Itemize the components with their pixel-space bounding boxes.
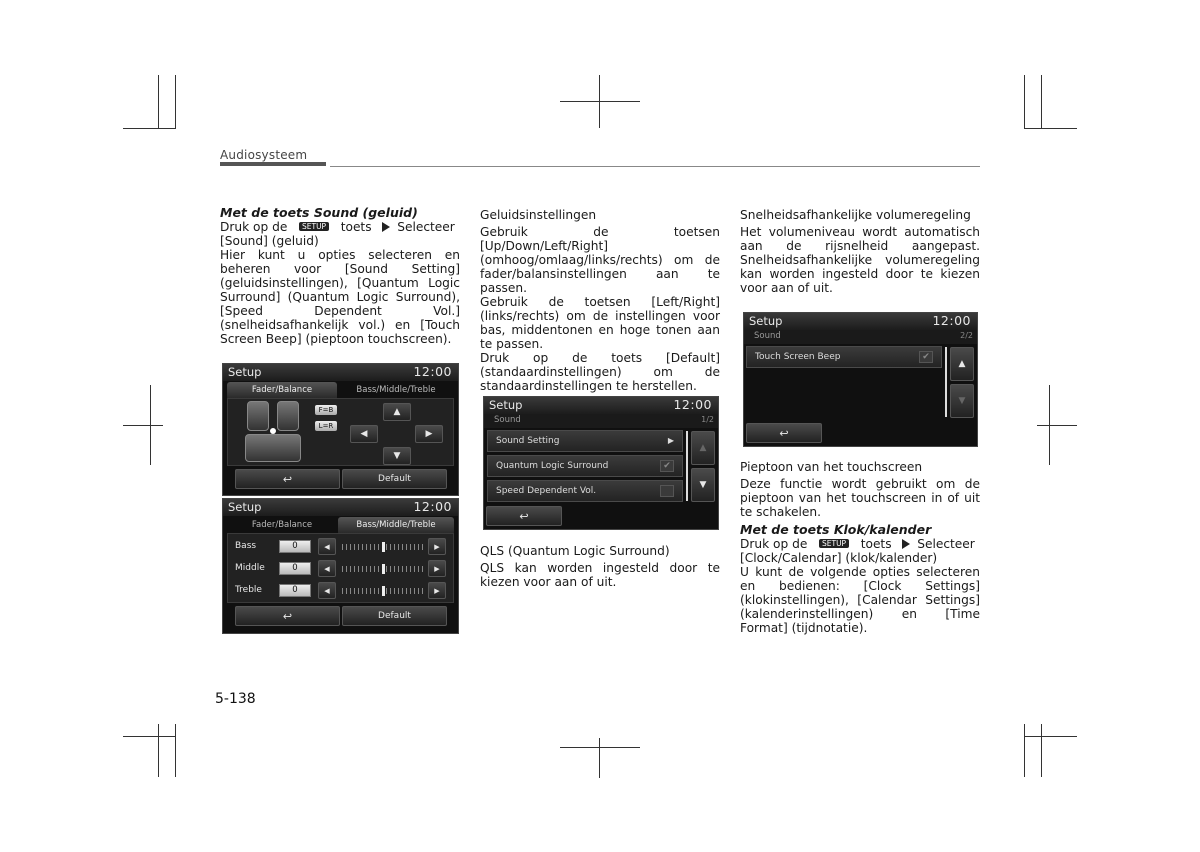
page-indicator: 2/2 (960, 331, 973, 340)
checkbox-icon[interactable] (660, 485, 674, 497)
screen-subtitle: Sound (494, 415, 521, 425)
heading-qls: QLS (Quantum Logic Surround) (480, 544, 670, 558)
arrow-right-icon (382, 222, 390, 232)
increase-button[interactable]: ▶ (428, 538, 446, 555)
seat-front-left (247, 401, 269, 431)
screen-subtitle: Sound (754, 331, 781, 341)
decrease-button[interactable]: ◀ (318, 582, 336, 599)
instruction-sound: Druk op de SETUP toets Selecteer [Sound] (geluid) (220, 220, 455, 248)
column-1 (220, 206, 460, 346)
decrease-button[interactable]: ◀ (318, 560, 336, 577)
decrease-button[interactable]: ◀ (318, 538, 336, 555)
eq-slider-knob[interactable] (382, 542, 385, 552)
paragraph-speed-volume: Het volumeniveau wordt automatisch aan de rijsnelheid aangepast. Snelheidsafhankelijke volumeregeling kan worden ingesteld door te kiezen voor aan of uit. (740, 225, 980, 295)
eq-label: Middle (235, 563, 265, 573)
screen-subtitle-bar (744, 330, 977, 344)
list-item-qls[interactable]: Quantum Logic Surround ✔ (487, 455, 683, 477)
instruction-clock: Druk op de SETUP toets Selecteer [Clock/Calendar] (klok/kalender) (740, 537, 975, 565)
default-button[interactable]: Default (342, 606, 447, 626)
paragraph-default: Druk op de toets [Default] (standaardinstellingen) om de standaardinstellingen te herstellen. (480, 351, 720, 393)
scroll-down-button[interactable]: ▼ (950, 384, 974, 418)
down-button[interactable]: ▼ (383, 447, 411, 465)
header-rule (330, 166, 980, 167)
default-button[interactable]: Default (342, 469, 447, 489)
increase-button[interactable]: ▶ (428, 560, 446, 577)
paragraph-qls: QLS kan worden ingesteld door te kiezen voor aan of uit. (480, 561, 720, 589)
scroll-up-button[interactable]: ▲ (950, 347, 974, 381)
heading-sound: Met de toets Sound (geluid) (220, 205, 418, 220)
column-3-bottom (740, 460, 980, 635)
screen-title-bar (223, 364, 458, 381)
page-indicator: 1/2 (701, 415, 714, 424)
screen-subtitle-bar (484, 414, 718, 428)
seat-rear (245, 434, 301, 462)
tab-bass-middle-treble[interactable]: Bass/Middle/Treble (338, 517, 454, 533)
header-bar (220, 162, 326, 166)
scrollbar[interactable] (686, 431, 688, 501)
paragraph-sound-options: Hier kunt u opties selecteren en beheren voor [Sound Setting] (geluidsinstellingen), [Quantum Logic Surround] (Quantum Logic Surround), [Speed Dependent Vol.] (snelheidsafhankelijk vol.) en [Touch Screen Beep] (pieptoon touchscreen). (220, 248, 460, 346)
list-item-sound-setting[interactable]: Sound Setting ▶ (487, 430, 683, 452)
heading-geluidsinstellingen: Geluidsinstellingen (480, 208, 597, 222)
tab-fader-balance[interactable]: Fader/Balance (251, 520, 313, 530)
screen-title: Setup (228, 365, 262, 379)
column-2-bottom (480, 544, 720, 589)
column-2 (480, 208, 720, 393)
heading-touch-beep: Pieptoon van het touchscreen (740, 460, 923, 474)
screen-clock: 12:00 (413, 499, 452, 514)
paragraph-clock-options: U kunt de volgende opties selecteren en bedienen: [Clock Settings] (klokinstellingen), [Calendar Settings] (kalenderinstellingen) en [Time Format] (tijdnotatie). (740, 565, 980, 635)
balance-center-label: L=R (315, 421, 337, 431)
column-3 (740, 208, 980, 295)
back-button[interactable]: ↩ (235, 606, 340, 626)
eq-row-middle (223, 559, 458, 579)
page-number: 5-138 (215, 691, 256, 707)
screen-bass-middle-treble (222, 498, 459, 634)
screen-fader-balance (222, 363, 459, 496)
heading-speed-volume: Snelheidsafhankelijke volumeregeling (740, 208, 971, 222)
screen-sound-page-1 (483, 396, 719, 530)
screen-title-bar (223, 499, 458, 516)
screen-clock: 12:00 (932, 313, 971, 328)
right-button[interactable]: ▶ (415, 425, 443, 443)
checkbox-icon[interactable]: ✔ (660, 460, 674, 472)
scroll-up-button[interactable]: ▲ (691, 431, 715, 465)
eq-value: 0 (279, 540, 311, 553)
up-button[interactable]: ▲ (383, 403, 411, 421)
eq-slider-knob[interactable] (382, 564, 385, 574)
paragraph-touch-beep: Deze functie wordt gebruikt om de pieptoon van het touchscreen in of uit te schakelen. (740, 477, 980, 519)
screen-clock: 12:00 (413, 364, 452, 379)
tab-fader-balance[interactable]: Fader/Balance (227, 382, 337, 398)
list-item-touch-screen-beep[interactable]: Touch Screen Beep ✔ (746, 346, 942, 368)
scrollbar[interactable] (945, 347, 947, 417)
screen-title: Setup (489, 398, 523, 412)
eq-slider-knob[interactable] (382, 586, 385, 596)
seat-front-right (277, 401, 299, 431)
screen-title: Setup (749, 314, 783, 328)
screen-title-bar (484, 397, 718, 414)
eq-row-treble (223, 581, 458, 601)
list-item-speed-dependent[interactable]: Speed Dependent Vol. (487, 480, 683, 502)
screen-clock: 12:00 (673, 397, 712, 412)
paragraph-bass: Gebruik de toetsen [Left/Right] (links/rechts) om de instellingen voor bas, middentonen en hoge tonen aan te passen. (480, 295, 720, 351)
paragraph-fader: Gebruik de toetsen [Up/Down/Left/Right] (omhoog/omlaag/links/rechts) om de fader/balansinstellingen aan te passen. (480, 225, 720, 295)
screen-sound-page-2 (743, 312, 978, 447)
eq-value: 0 (279, 562, 311, 575)
setup-key-badge: SETUP (819, 539, 849, 548)
screen-title-bar (744, 313, 977, 330)
screen-title: Setup (228, 500, 262, 514)
fader-center-label: F=B (315, 405, 337, 415)
eq-label: Treble (235, 585, 262, 595)
arrow-right-icon (902, 539, 910, 549)
left-button[interactable]: ◀ (350, 425, 378, 443)
setup-key-badge: SETUP (299, 222, 329, 231)
tab-bass-middle-treble[interactable]: Bass/Middle/Treble (356, 385, 436, 395)
back-button[interactable]: ↩ (235, 469, 340, 489)
balance-crosshair-icon[interactable] (270, 428, 276, 434)
eq-row-bass (223, 537, 458, 557)
checkbox-icon[interactable]: ✔ (919, 351, 933, 363)
increase-button[interactable]: ▶ (428, 582, 446, 599)
back-button[interactable]: ↩ (486, 506, 562, 526)
chevron-right-icon: ▶ (667, 436, 674, 445)
section-title: Audiosysteem (220, 148, 308, 162)
back-button[interactable]: ↩ (746, 423, 822, 443)
scroll-down-button[interactable]: ▼ (691, 468, 715, 502)
eq-label: Bass (235, 541, 257, 551)
eq-value: 0 (279, 584, 311, 597)
heading-clock-calendar: Met de toets Klok/kalender (740, 522, 932, 537)
